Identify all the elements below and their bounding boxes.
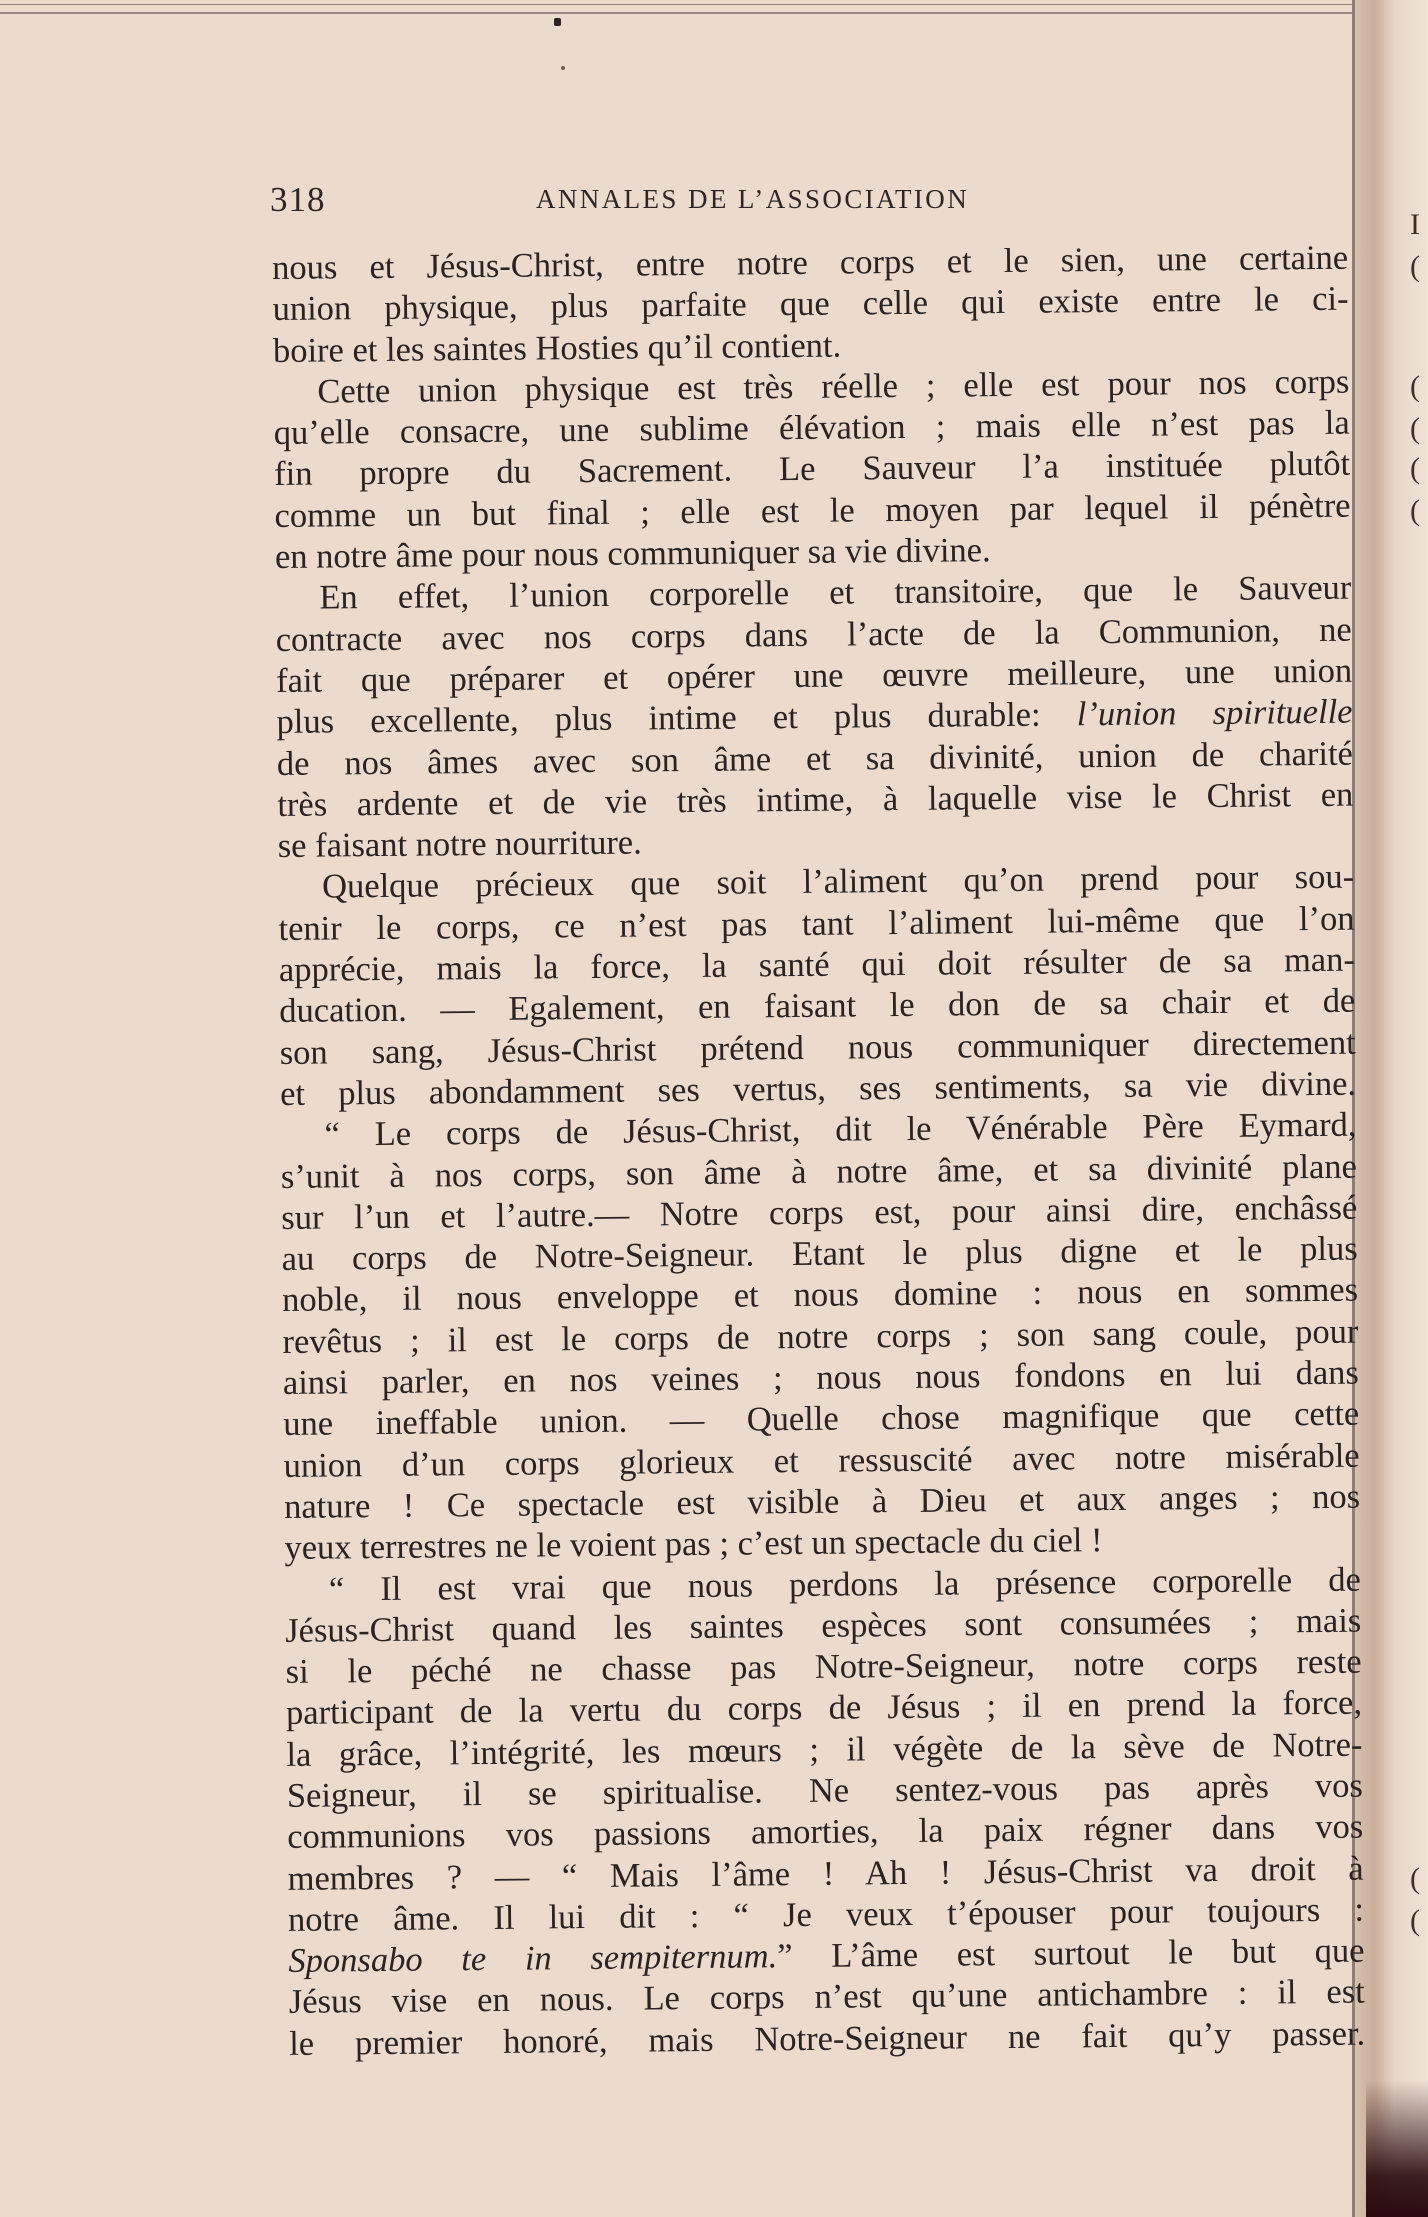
- paragraph-first-line: En effet, l’union corporelle et transitoire, que le Sauveur: [319, 569, 1352, 617]
- paragraph-first-line: Quelque précieux que soit l’aliment qu’on prend pour sou-: [321, 858, 1355, 907]
- facing-page-letter: (: [1410, 452, 1420, 485]
- text-line: Seigneur, il se spiritualise. Ne sentez-vous pas après vos: [286, 1766, 1363, 1815]
- body-text: [272, 238, 1365, 2065]
- spine-shadow: [1366, 2080, 1428, 2217]
- paragraph-first-line: “ Le corps de Jésus-Christ, dit le Vénérable Père Eymard,: [324, 1105, 1357, 1154]
- text-line: fait que préparer et opérer une œuvre meilleure, une union: [275, 651, 1353, 700]
- facing-page-letter: I: [1410, 208, 1420, 241]
- facing-page-letter: (: [1410, 494, 1420, 527]
- text-line: Jésus vise en nous. Le corps n’est qu’une antichambre : il est: [288, 1973, 1365, 2022]
- paragraph-first-line: “ Il est vrai que nous perdons la présence corporelle de: [328, 1560, 1362, 1609]
- text-line: fin propre du Sacrement. Le Sauveur l’a instituée plutôt: [273, 445, 1351, 494]
- text-line: nous et Jésus-Christ, entre notre corps et le sien, une certaine: [272, 238, 1349, 287]
- text-line: contracte avec nos corps dans l’acte de la Communion, ne: [275, 610, 1352, 659]
- text-line: ainsi parler, en nos veines ; nous nous fondons en lui dans: [282, 1353, 1360, 1402]
- running-title: ANNALES DE L’ASSOCIATION: [536, 184, 970, 214]
- text-line: qu’elle consacre, une sublime élévation ; mais elle n’est pas la: [273, 403, 1350, 453]
- text-line: sur l’un et l’autre.— Notre corps est, pour ainsi dire, enchâssé: [281, 1188, 1358, 1237]
- facing-page-letter: (: [1410, 370, 1420, 403]
- facing-page-letter: (: [1410, 250, 1420, 283]
- text-line: tenir le corps, ce n’est pas tant l’aliment lui-même que l’on: [278, 899, 1355, 948]
- text-line: yeux terrestres ne le voient pas ; c’est un spectacle du ciel !: [284, 1521, 1103, 1568]
- text-line: communions vos passions amorties, la paix régner dans vos: [287, 1807, 1364, 1857]
- text-line: boire et les saintes Hosties qu’il contient.: [272, 326, 842, 370]
- text-line: au corps de Notre-Seigneur. Etant le plus digne et le plus: [281, 1229, 1358, 1279]
- paragraph-first-line: Cette union physique est très réelle ; elle est pour nos corps: [317, 362, 1350, 411]
- text-line: union d’un corps glorieux et ressuscité avec notre misérable: [283, 1436, 1360, 1485]
- text-line: se faisant notre nourriture.: [277, 823, 642, 866]
- text-line: comme un but final ; elle est le moyen par lequel il pénètre: [274, 486, 1351, 535]
- facing-page-letter: (: [1410, 1904, 1420, 1937]
- text-line: de nos âmes avec son âme et sa divinité, union de charité: [276, 734, 1354, 783]
- text-line: apprécie, mais la force, la santé qui doit résulter de sa man-: [278, 940, 1356, 990]
- facing-page-letter: (: [1410, 412, 1420, 445]
- text-line: notre âme. Il lui dit : “ Je veux t’épouser pour toujours :: [287, 1890, 1365, 1939]
- text-line: Jésus-Christ quand les saintes espèces sont consumées ; mais: [285, 1601, 1362, 1650]
- top-rule: [0, 4, 1352, 5]
- text-line: membres ? — “ Mais l’âme ! Ah ! Jésus-Christ va droit à: [287, 1849, 1364, 1898]
- text-line: une ineffable union. — Quelle chose magnifique que cette: [283, 1394, 1360, 1444]
- page-number: 318: [270, 180, 326, 219]
- text-line: le premier honoré, mais Notre-Seigneur ne fait qu’y passer.: [289, 2014, 1366, 2063]
- latin-quote: Sponsabo te in sempiternum.: [288, 1937, 778, 1981]
- italic-phrase: l’union spirituelle: [1076, 692, 1353, 734]
- text-line: très ardente et de vie très intime, à laquelle vise le Christ en: [277, 775, 1354, 824]
- top-rule-double: [0, 12, 1352, 14]
- text-line: la grâce, l’intégrité, les mœurs ; il végète de la sève de Notre-: [286, 1725, 1363, 1774]
- text-line: revêtus ; il est le corps de notre corps ; son sang coule, pour: [282, 1312, 1359, 1361]
- text-run: plus excellente, plus intime et plus durable:: [276, 695, 1077, 742]
- text-line: noble, il nous enveloppe et nous domine : nous en sommes: [281, 1271, 1359, 1320]
- text-line: nature ! Ce spectacle est visible à Dieu et aux anges ; nos: [283, 1477, 1361, 1526]
- ink-mark: [554, 18, 561, 26]
- text-line: et plus abondamment ses vertus, ses sentiments, sa vie divine.: [279, 1064, 1357, 1113]
- text-line: ducation. — Egalement, en faisant le don de sa chair et de: [279, 981, 1356, 1031]
- text-line: son sang, Jésus-Christ prétend nous communiquer directement: [279, 1023, 1356, 1072]
- ink-speck: [561, 66, 565, 70]
- facing-page-letter: (: [1410, 1862, 1420, 1895]
- text-line: en notre âme pour nous communiquer sa vie divine.: [274, 531, 991, 577]
- text-line: s’unit à nos corps, son âme à notre âme, et sa divinité plane: [280, 1147, 1358, 1196]
- text-run: ” L’âme est surtout le but que: [777, 1931, 1365, 1976]
- text-line: participant de la vertu du corps de Jésus ; il en prend la force,: [285, 1683, 1363, 1733]
- text-line: si le péché ne chasse pas Notre-Seigneur, notre corps reste: [285, 1642, 1362, 1692]
- text-line: union physique, plus parfaite que celle qui existe entre le ci-: [272, 279, 1349, 329]
